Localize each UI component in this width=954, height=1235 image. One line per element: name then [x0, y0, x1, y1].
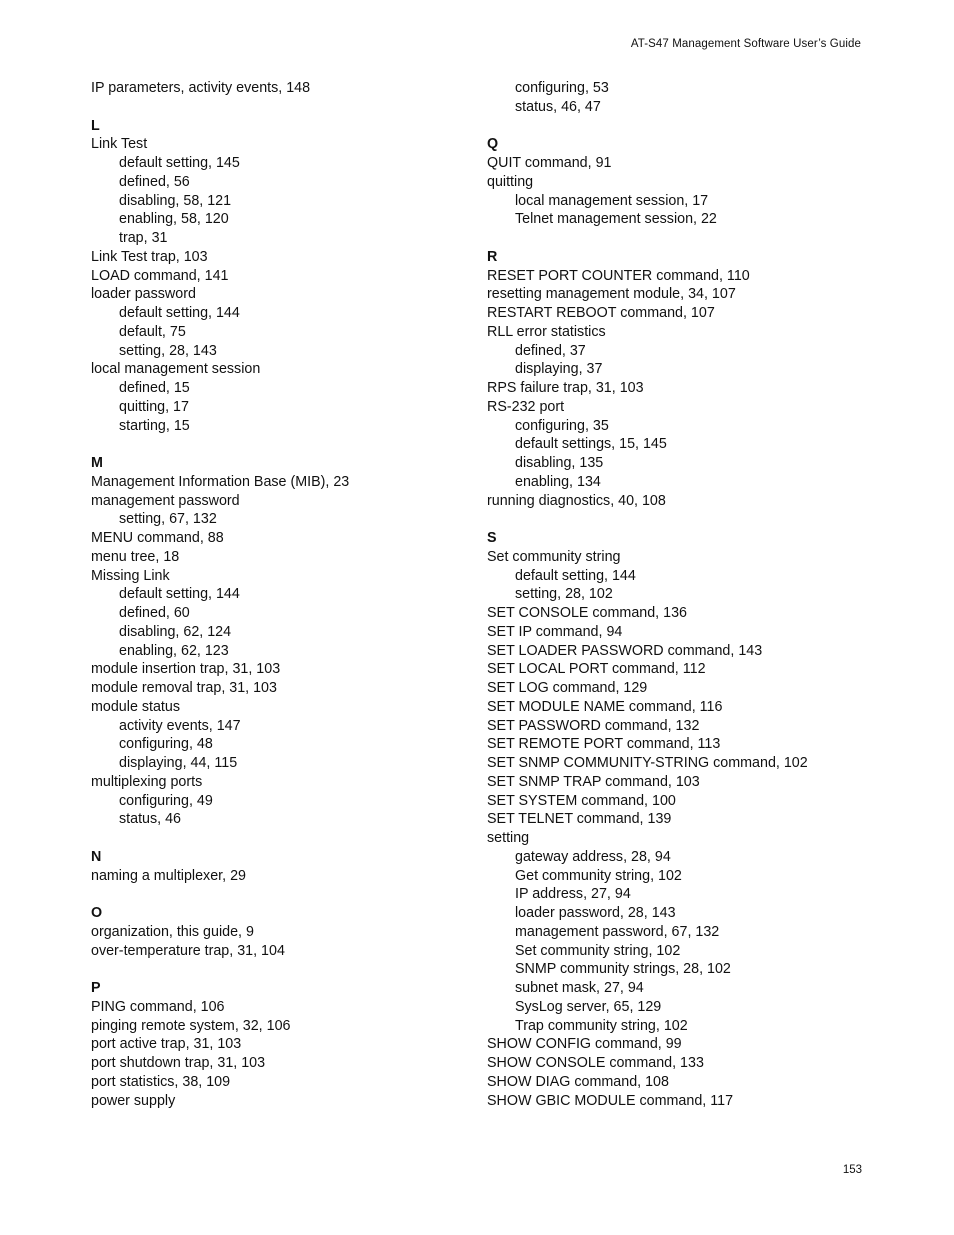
index-column-right — [487, 79, 867, 1110]
index-entry: module status — [91, 698, 181, 715]
index-entry: multiplexing ports — [91, 773, 203, 790]
index-entry: IP parameters, activity events, 148 — [91, 80, 311, 96]
index-entry: over-temperature trap, 31, 104 — [91, 942, 285, 959]
index-entry: SET CONSOLE command, 136 — [487, 605, 687, 621]
index-subentry: IP address, 27, 94 — [515, 886, 631, 903]
index-subentry: setting, 28, 102 — [515, 586, 613, 603]
index-subentry: setting, 28, 143 — [119, 342, 217, 359]
index-entry: management password — [91, 492, 240, 509]
index-entry: SHOW GBIC MODULE command, 117 — [487, 1092, 734, 1109]
index-subentry: defined, 37 — [515, 342, 586, 359]
index-spacer — [91, 435, 471, 454]
index-entry: resetting management module, 34, 107 — [487, 286, 736, 303]
index-spacer — [91, 98, 471, 117]
index-subentry: default settings, 15, 145 — [515, 436, 667, 453]
index-subentry: loader password, 28, 143 — [515, 905, 676, 921]
index-subentry: status, 46, 47 — [515, 98, 601, 115]
index-entry: PING command, 106 — [91, 998, 225, 1015]
index-entry: RLL error statistics — [487, 323, 606, 340]
index-letter-heading: P — [91, 980, 101, 996]
index-entry: Set community string — [487, 548, 621, 565]
index-entry: power supply — [91, 1092, 176, 1109]
index-subentry: configuring, 35 — [515, 417, 609, 434]
index-subentry: management password, 67, 132 — [515, 923, 720, 940]
index-entry: SET TELNET command, 139 — [487, 811, 672, 828]
index-entry: SHOW CONFIG command, 99 — [487, 1036, 682, 1053]
index-entry: local management session — [91, 361, 261, 378]
index-entry: port active trap, 31, 103 — [91, 1036, 242, 1053]
index-subentry: configuring, 49 — [119, 792, 213, 809]
index-entry: pinging remote system, 32, 106 — [91, 1017, 291, 1034]
index-entry: port statistics, 38, 109 — [91, 1073, 231, 1090]
index-subentry: configuring, 48 — [119, 736, 213, 753]
index-subentry: enabling, 58, 120 — [119, 211, 229, 228]
index-subentry: displaying, 37 — [515, 361, 603, 378]
index-subentry: defined, 60 — [119, 605, 190, 621]
index-entry: RS-232 port — [487, 398, 565, 415]
index-subentry: trap, 31 — [119, 230, 168, 246]
running-header: AT-S47 Management Software User’s Guide — [630, 38, 861, 50]
index-entry: Link Test — [91, 136, 148, 153]
index-entry: quitting — [487, 173, 534, 190]
index-subentry: enabling, 134 — [515, 473, 601, 490]
index-entry: menu tree, 18 — [91, 548, 180, 565]
index-subentry: defined, 15 — [119, 380, 190, 396]
index-subentry: quitting, 17 — [119, 398, 189, 415]
index-entry: SHOW CONSOLE command, 133 — [487, 1055, 704, 1071]
index-subentry: status, 46 — [119, 811, 181, 828]
index-subentry: enabling, 62, 123 — [119, 642, 229, 659]
index-entry: QUIT command, 91 — [487, 155, 612, 171]
index-letter-heading: N — [91, 848, 102, 865]
index-entry: SET REMOTE PORT command, 113 — [487, 736, 721, 753]
index-subentry: subnet mask, 27, 94 — [515, 980, 644, 996]
index-entry: Management Information Base (MIB), 23 — [91, 473, 350, 490]
index-entry: SET MODULE NAME command, 116 — [487, 698, 723, 715]
index-entry: SET LOADER PASSWORD command, 143 — [487, 642, 763, 659]
index-entry: SET LOCAL PORT command, 112 — [487, 661, 706, 678]
index-letter-heading: L — [91, 117, 100, 134]
index-subentry: starting, 15 — [119, 417, 190, 434]
index-subentry: displaying, 44, 115 — [119, 755, 238, 771]
index-subentry: SNMP community strings, 28, 102 — [515, 961, 731, 978]
index-entry: SET SNMP COMMUNITY-STRING command, 102 — [487, 755, 808, 771]
index-entry: Missing Link — [91, 567, 170, 584]
index-letter-heading: S — [487, 530, 497, 546]
index-entry: port shutdown trap, 31, 103 — [91, 1055, 266, 1071]
index-column-left — [91, 79, 471, 1110]
index-spacer — [91, 885, 471, 904]
index-subentry: default setting, 144 — [515, 567, 636, 584]
index-spacer — [487, 229, 867, 248]
index-subentry: Telnet management session, 22 — [515, 211, 717, 228]
index-subentry: default, 75 — [119, 323, 186, 340]
index-entry: RESET PORT COUNTER command, 110 — [487, 267, 750, 284]
index-entry: setting — [487, 830, 530, 846]
page-number: 153 — [842, 1164, 862, 1176]
index-letter-heading: R — [487, 248, 498, 265]
index-subentry: Trap community string, 102 — [515, 1017, 688, 1034]
index-entry: organization, this guide, 9 — [91, 923, 254, 940]
index-entry: LOAD command, 141 — [91, 267, 229, 284]
index-entry: module insertion trap, 31, 103 — [91, 661, 281, 678]
index-entry: SET IP command, 94 — [487, 623, 623, 640]
index-entry: SHOW DIAG command, 108 — [487, 1073, 669, 1090]
index-subentry: configuring, 53 — [515, 80, 609, 96]
index-subentry: disabling, 62, 124 — [119, 623, 232, 640]
index-spacer — [487, 117, 867, 136]
index-subentry: Get community string, 102 — [515, 867, 682, 884]
index-entry: Link Test trap, 103 — [91, 248, 208, 265]
index-spacer — [91, 960, 471, 979]
index-entry: SET LOG command, 129 — [487, 680, 648, 696]
index-entry: SET SYSTEM command, 100 — [487, 792, 676, 809]
index-subentry: local management session, 17 — [515, 192, 709, 209]
index-entry: module removal trap, 31, 103 — [91, 680, 277, 696]
index-subentry: default setting, 144 — [119, 305, 240, 321]
index-subentry: default setting, 145 — [119, 155, 240, 171]
index-entry: RESTART REBOOT command, 107 — [487, 305, 715, 321]
index-spacer — [91, 829, 471, 848]
index-subentry: gateway address, 28, 94 — [515, 848, 671, 865]
index-entry: naming a multiplexer, 29 — [91, 867, 246, 884]
index-subentry: setting, 67, 132 — [119, 511, 217, 528]
index-entry: RPS failure trap, 31, 103 — [487, 380, 644, 396]
index-spacer — [487, 510, 867, 529]
index-subentry: activity events, 147 — [119, 717, 241, 734]
index-letter-heading: Q — [487, 136, 499, 153]
index-subentry: defined, 56 — [119, 173, 190, 190]
index-subentry: SysLog server, 65, 129 — [515, 998, 662, 1015]
index-letter-heading: M — [91, 455, 103, 471]
index-entry: loader password — [91, 286, 196, 303]
index-subentry: disabling, 135 — [515, 455, 604, 471]
index-entry: MENU command, 88 — [91, 530, 224, 546]
index-entry: running diagnostics, 40, 108 — [487, 492, 666, 509]
index-subentry: Set community string, 102 — [515, 942, 681, 959]
index-subentry: default setting, 144 — [119, 586, 240, 603]
index-subentry: disabling, 58, 121 — [119, 192, 232, 209]
index-entry: SET SNMP TRAP command, 103 — [487, 773, 700, 790]
index-letter-heading: O — [91, 905, 103, 921]
index-entry: SET PASSWORD command, 132 — [487, 717, 700, 734]
